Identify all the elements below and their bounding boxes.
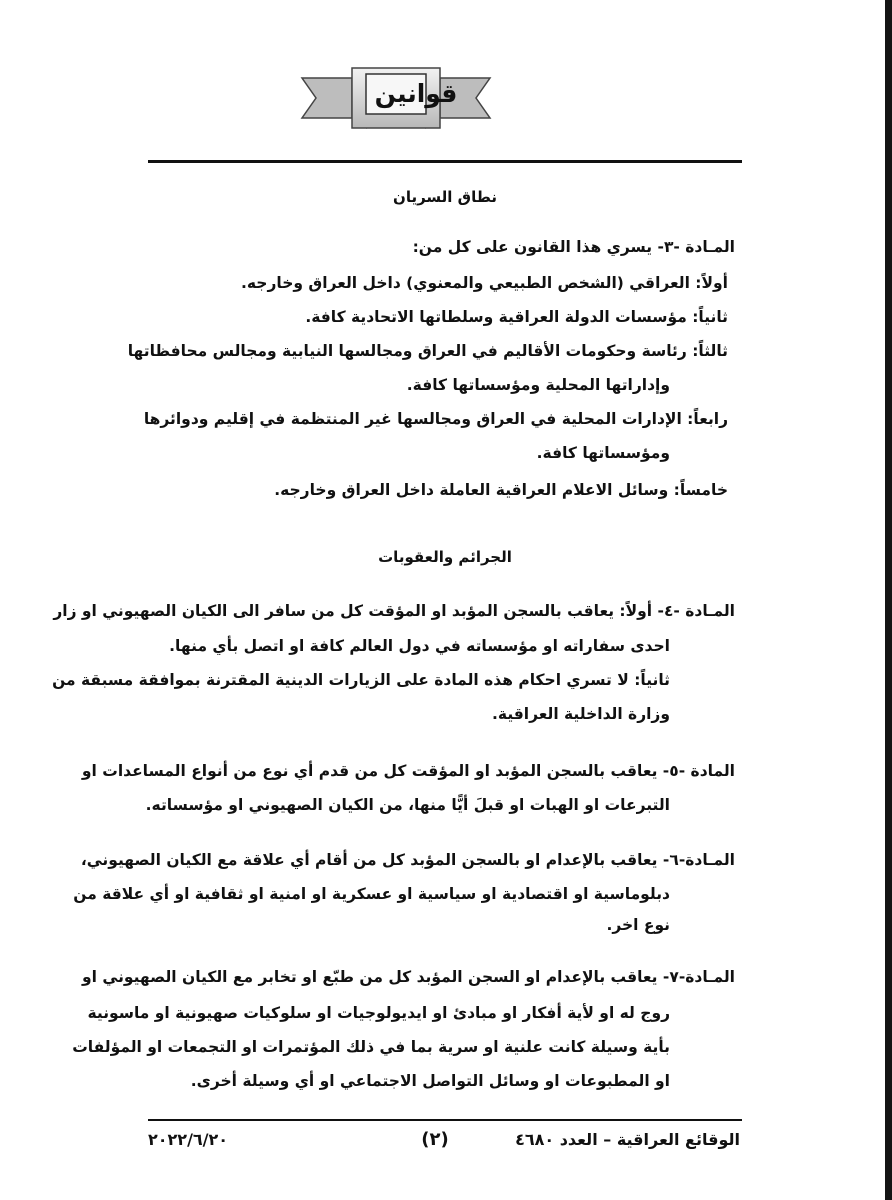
article-4-line-3: ثانياً: لا تسري احكام هذه المادة على الزيارات الدينية المقترنة بموافقة مسبقة من bbox=[52, 671, 670, 689]
article-3-item-3: ثالثاً: رئاسة وحكومات الأقاليم في العراق ومجالسها النيابية ومجالس محافظاتها bbox=[127, 342, 728, 360]
article-3-item-4: رابعاً: الإدارات المحلية في العراق ومجالسها غير المنتظمة في إقليم ودوائرها bbox=[143, 410, 728, 428]
article-4-line-1: المـادة -٤- أولاً: يعاقب بالسجن المؤبد او المؤقت كل من سافر الى الكيان الصهيوني او زار bbox=[53, 602, 735, 620]
article-5-line-1: المادة -٥- يعاقب بالسجن المؤبد او المؤقت كل من قدم أي نوع من أنواع المساعدات او bbox=[81, 762, 735, 780]
article-7-line-3: بأية وسيلة كانت علنية او سرية بما في ذلك المؤتمرات او التجمعات او المؤلفات bbox=[72, 1038, 670, 1056]
section-banner bbox=[296, 60, 496, 132]
article-4-line-4: وزارة الداخلية العراقية. bbox=[492, 705, 670, 723]
article-6-line-3: نوع اخر. bbox=[606, 916, 670, 934]
page-edge bbox=[885, 0, 892, 1200]
article-6-line-1: المـادة-٦- يعاقب بالإعدام او بالسجن المؤبد كل من أقام أي علاقة مع الكيان الصهيوني، bbox=[80, 851, 735, 869]
article-4-line-2: احدى سفاراته او مؤسساته في دول العالم كافة او اتصل بأي منها. bbox=[169, 637, 670, 655]
heading-crimes: الجرائم والعقوبات bbox=[378, 548, 512, 566]
article-3-item-1: أولاً: العراقي (الشخص الطبيعي والمعنوي) داخل العراق وخارجه. bbox=[241, 274, 728, 292]
article-3-intro: المـادة -٣- يسري هذا القانون على كل من: bbox=[412, 238, 735, 256]
article-7-line-4: او المطبوعات او وسائل التواصل الاجتماعي او أي وسيلة أخرى. bbox=[190, 1072, 670, 1090]
article-6-line-2: دبلوماسية او اقتصادية او سياسية او عسكرية او امنية او ثقافية او أي علاقة من bbox=[73, 885, 670, 903]
article-5-line-2: التبرعات او الهبات او قبلَ أيًّا منها، من الكيان الصهيوني او مؤسساته. bbox=[145, 796, 670, 814]
article-3-item-3-cont: وإداراتها المحلية ومؤسساتها كافة. bbox=[406, 376, 670, 394]
footer-page-number: (٢) bbox=[421, 1129, 449, 1150]
article-3-item-2: ثانياً: مؤسسات الدولة العراقية وسلطاتها الاتحادية كافة. bbox=[305, 308, 728, 326]
article-7-line-1: المـادة-٧- يعاقب بالإعدام او السجن المؤبد كل من طبّع او تخابر مع الكيان الصهيوني او bbox=[82, 968, 735, 986]
article-7-line-2: روج له او لأية أفكار او مبادئ او ايديولوجيات او سلوكيات صهيونية او ماسونية bbox=[87, 1004, 670, 1022]
article-3-item-4-cont: ومؤسساتها كافة. bbox=[536, 444, 670, 462]
footer-date: ٢٠٢٢/٦/٢٠ bbox=[148, 1130, 229, 1149]
footer-journal: الوقائع العراقية – العدد ٤٦٨٠ bbox=[515, 1130, 740, 1149]
bottom-rule bbox=[148, 1119, 742, 1121]
banner-title: قوانين bbox=[374, 79, 458, 108]
top-rule bbox=[148, 160, 742, 163]
article-3-item-5: خامساً: وسائل الاعلام العراقية العاملة داخل العراق وخارجه. bbox=[274, 481, 728, 499]
heading-scope: نطاق السريان bbox=[393, 188, 497, 206]
